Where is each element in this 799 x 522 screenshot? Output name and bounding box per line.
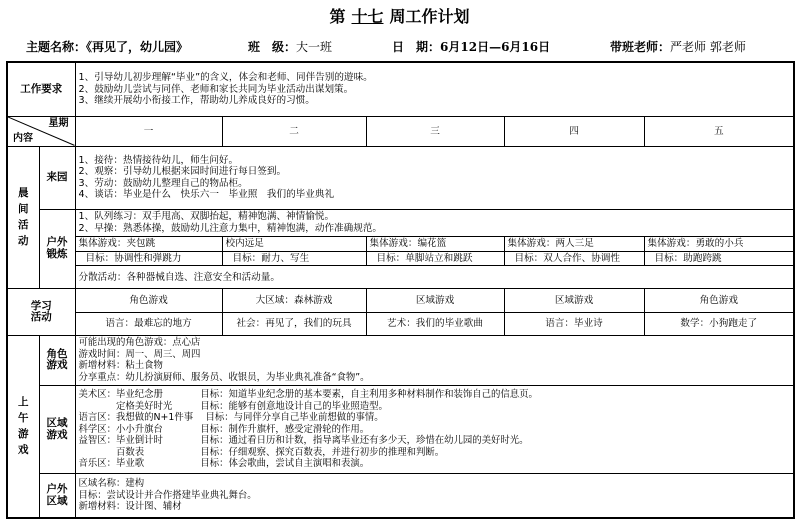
- study-content-tue: 社会：再见了，我们的玩具: [222, 312, 366, 335]
- outdoor-area-item: 目标：尝试设计并合作搭建毕业典礼舞台。: [78, 489, 257, 501]
- arrival-row: [7, 146, 794, 209]
- title-prefix: 第: [329, 7, 346, 26]
- work-item: 1、引导幼儿初步理解“毕业”的含义，体会和老师、同伴告别的遊味。: [78, 72, 373, 84]
- weekday-tue: 二: [222, 117, 366, 146]
- study-type-thu: 区域游戏: [504, 289, 644, 312]
- outdoor-game-fri: 集体游戏：勇敢的小兵: [644, 236, 794, 251]
- forenoon-game-label: 上午游戏: [7, 335, 39, 518]
- weekly-plan-table: [6, 61, 795, 519]
- outdoor-area-item: 区域名称：建构: [78, 478, 145, 490]
- study-contents-row: [7, 312, 794, 335]
- class-field: [248, 38, 332, 56]
- study-type-mon: 角色游戏: [75, 289, 222, 312]
- theme-field: [26, 38, 188, 56]
- teacher-value: 严老师 郭老师: [670, 40, 746, 54]
- study-types-row: [7, 289, 794, 312]
- weekday-header-row: [7, 117, 794, 146]
- teacher-field: [610, 38, 746, 56]
- teacher-label: 带班老师：: [610, 40, 671, 54]
- outdoor-area-label: 户外区域: [39, 474, 75, 518]
- outdoor-item: 1、队列练习：双手甩高、双脚抬起，精神饱满、神情愉悦。: [78, 211, 335, 223]
- outdoor-item: 2、早操：熟悉体操，鼓励幼儿注意力集中，精神饱满，动作准确规范。: [78, 222, 383, 234]
- outdoor-goal-wed: 目标：单脚站立和跳跃: [366, 251, 504, 266]
- weekday-fri: 五: [644, 117, 794, 146]
- outdoor-goal-thu: 目标：双人合作、协调性: [504, 251, 644, 266]
- weekday-corner-cell: [7, 117, 75, 146]
- area-game-row: [7, 386, 794, 474]
- area-game-content: [75, 386, 794, 474]
- work-requirements-content: [75, 62, 794, 117]
- study-activity-label: 学习活动: [7, 289, 75, 335]
- corner-weekday-label: 星期: [48, 118, 69, 130]
- arrival-item: 3、劳动：鼓励幼儿整理自己的物品柜。: [78, 177, 248, 189]
- study-content-fri: 数学：小狗跑走了: [644, 312, 794, 335]
- morning-activity-label: 晨间活动: [7, 146, 39, 289]
- area-game-item: 百数表 目标：仔细观察、探究百数表，并进行初步的推理和判断。: [78, 446, 445, 458]
- title-suffix: 周工作计划: [389, 7, 470, 26]
- role-play-row: [7, 335, 794, 385]
- role-play-content: [75, 335, 794, 385]
- outdoor-games-row: [7, 236, 794, 251]
- theme-value: 《再见了，幼儿园》: [86, 40, 189, 54]
- outdoor-area-content: [75, 474, 794, 518]
- role-play-item: 可能出现的角色游戏：点心店: [78, 337, 201, 349]
- area-game-label: 区域游戏: [39, 386, 75, 474]
- outdoor-goal-tue: 目标：耐力、写生: [222, 251, 366, 266]
- study-type-wed: 区域游戏: [366, 289, 504, 312]
- study-type-tue: 大区域：森林游戏: [222, 289, 366, 312]
- arrival-content: [75, 146, 794, 209]
- page-title: [0, 4, 799, 27]
- area-game-item: 音乐区：毕业歌 目标：体会歌曲，尝试自主演唱和表演。: [78, 458, 370, 470]
- role-play-item: 分享重点：幼儿扮演厨师、服务员、收银员，为毕业典礼准备“食物”。: [78, 371, 370, 383]
- area-game-item: 美术区：毕业纪念册 目标：知道毕业纪念册的基本要素，自主利用多种材料制作和装饰自己的信息页。: [78, 389, 538, 401]
- date-value: 6月12日—6月16日: [440, 40, 551, 54]
- outdoor-game-mon: 集体游戏：夹包跳: [75, 236, 222, 251]
- area-game-item: 语言区：我想做的N+1件事 目标：与同伴分享自己毕业前想做的事情。: [78, 412, 384, 424]
- outdoor-area-row: [7, 474, 794, 518]
- weekday-thu: 四: [504, 117, 644, 146]
- arrival-item: 4、谈话：毕业是什么 快乐六一 毕业照 我们的毕业典礼: [78, 189, 335, 201]
- outdoor-game-wed: 集体游戏：编花篮: [366, 236, 504, 251]
- area-game-item: 定格美好时光 目标：能够有创意地设计自己的毕业照造型。: [78, 400, 388, 412]
- weekday-mon: 一: [75, 117, 222, 146]
- scatter-activity: 分散活动：各种器械自选、注意安全和活动量。: [75, 266, 794, 289]
- area-game-item: 益智区：毕业倒计时 目标：通过看日历和计数，指导离毕业还有多少天，珍惜在幼儿园的美好时光。: [78, 435, 529, 447]
- arrival-item: 1、接待：热情接待幼儿，师生问好。: [78, 154, 239, 166]
- work-requirements-label: 工作要求: [7, 62, 75, 117]
- outdoor-goal-fri: 目标：助跑跨跳: [644, 251, 794, 266]
- outdoor-goals-row: [7, 251, 794, 266]
- role-play-label: 角色游戏: [39, 335, 75, 385]
- outdoor-game-tue: 校内远足: [222, 236, 366, 251]
- arrival-label: 来园: [39, 146, 75, 209]
- study-content-wed: 艺术：我们的毕业歌曲: [366, 312, 504, 335]
- outdoor-goal-mon: 目标：协调性和弹跳力: [75, 251, 222, 266]
- outdoor-game-thu: 集体游戏：两人三足: [504, 236, 644, 251]
- outdoor-exercise-row: [7, 209, 794, 236]
- study-content-thu: 语言：毕业诗: [504, 312, 644, 335]
- work-item: 3、继续开展幼小衔接工作，帮助幼儿养成良好的习惯。: [78, 95, 315, 107]
- outdoor-exercise-content: [75, 209, 794, 236]
- role-play-item: 新增材料：粘土食物: [78, 360, 163, 372]
- study-content-mon: 语言：最难忘的地方: [75, 312, 222, 335]
- study-type-fri: 角色游戏: [644, 289, 794, 312]
- work-item: 2、鼓励幼儿尝试与同伴、老师和家长共同为毕业活动出谋划策。: [78, 83, 354, 95]
- area-game-item: 科学区：小小升旗台 目标：制作升旗杆，感受定滑轮的作用。: [78, 423, 370, 435]
- date-field: [392, 38, 550, 56]
- weekday-wed: 三: [366, 117, 504, 146]
- theme-label: 主题名称：: [26, 40, 87, 54]
- title-week-number: 十七: [351, 7, 384, 26]
- outdoor-exercise-label: 户外锻炼: [39, 209, 75, 289]
- work-requirements-row: [7, 62, 794, 117]
- date-label: 日 期：: [392, 40, 441, 54]
- class-value: 大一班: [296, 40, 333, 54]
- outdoor-area-item: 新增材料：设计图、辅材: [78, 501, 182, 513]
- arrival-item: 2、观察：引导幼儿根据来园时间进行每日签到。: [78, 166, 287, 178]
- class-label: 班 级：: [248, 40, 297, 54]
- corner-content-label: 内容: [13, 133, 33, 145]
- scatter-activity-row: [7, 266, 794, 289]
- role-play-item: 游戏时间：周一、周三、周四: [78, 348, 201, 360]
